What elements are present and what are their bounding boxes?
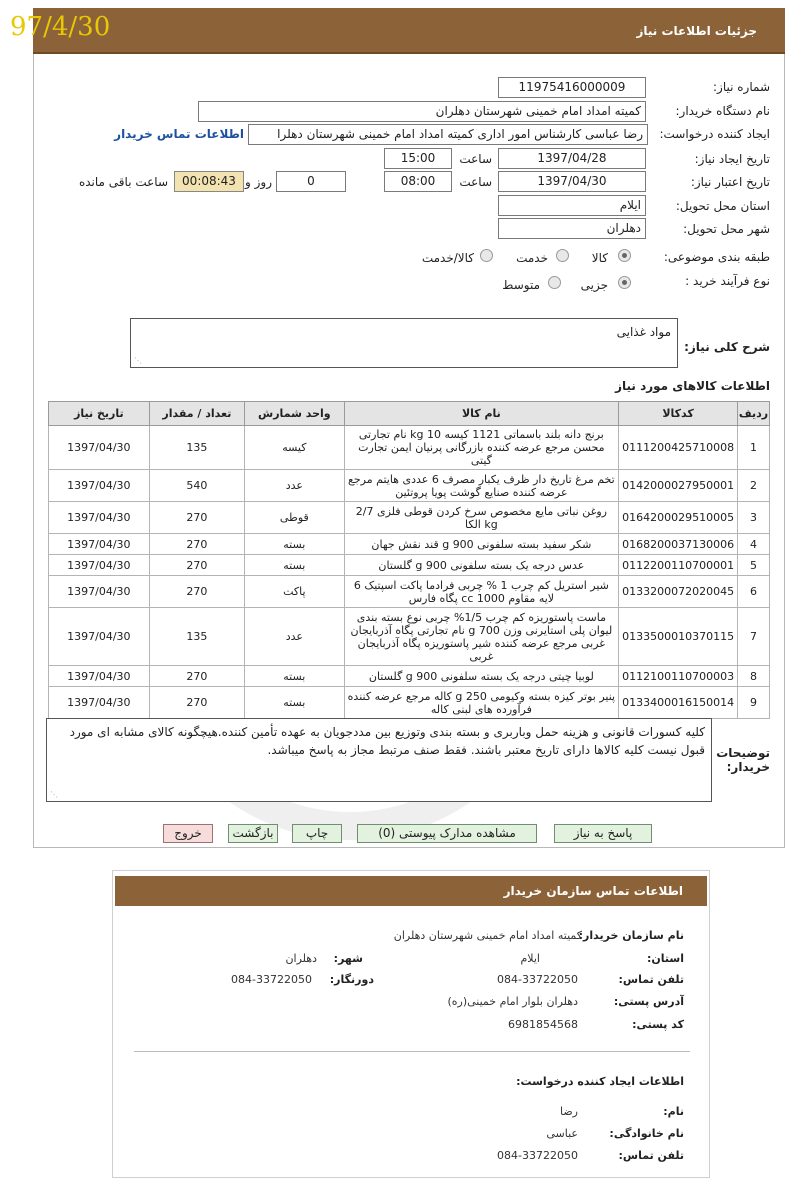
- contact-postal-label: کد پستی:: [632, 1018, 684, 1031]
- item-name: شیر استریل کم چرب 1 % چربی فرادما پاکت اسپتیک 6 لایه مقاوم cc 1000 پگاه فارس: [344, 576, 618, 608]
- city-field: دهلران: [498, 218, 646, 239]
- item-date: 1397/04/30: [49, 470, 150, 502]
- items-header-row: [49, 402, 770, 426]
- back-button[interactable]: بازگشت: [228, 824, 278, 843]
- item-qty: 135: [149, 608, 244, 666]
- item-unit: قوطی: [245, 502, 345, 534]
- contact-province-value: ایلام: [520, 952, 540, 965]
- purchase-option-minor: جزیی: [580, 278, 608, 292]
- contact-phone-value: 084-33722050: [497, 973, 578, 986]
- item-code: 0164200029510005: [619, 502, 738, 534]
- col-row: ردیف: [738, 402, 770, 426]
- item-qty: 270: [149, 666, 244, 687]
- contact-city-label: شهر:: [333, 952, 363, 965]
- city-label: شهر محل تحویل:: [683, 222, 770, 236]
- category-label: طبقه بندی موضوعی:: [663, 250, 770, 264]
- need-number-field: 11975416000009: [498, 77, 646, 98]
- item-qty: 540: [149, 470, 244, 502]
- col-date: تاریخ نیاز: [49, 402, 150, 426]
- contact-title: اطلاعات تماس سازمان خریدار: [503, 884, 683, 898]
- contact-phone-label: تلفن تماس:: [618, 973, 684, 986]
- item-date: 1397/04/30: [49, 576, 150, 608]
- category-option-service: خدمت: [516, 251, 548, 265]
- row-number: 1: [738, 426, 770, 470]
- category-radio-service[interactable]: [556, 249, 569, 262]
- creator-title: اطلاعات ایجاد کننده درخواست:: [516, 1075, 684, 1088]
- category-option-goods: کالا: [591, 251, 608, 265]
- summary-label: شرح کلی نیاز:: [684, 340, 770, 354]
- buyer-notes-label: توضیحات خریدار:: [716, 746, 770, 774]
- requester-field: رضا عباسی کارشناس امور اداری کمیته امداد امام خمینی شهرستان دهلرا: [248, 124, 648, 145]
- item-code: 0112200110700001: [619, 555, 738, 576]
- need-number-label: شماره نیاز:: [713, 80, 770, 94]
- table-row: [49, 576, 770, 608]
- remaining-label: ساعت باقی مانده: [78, 175, 168, 189]
- row-number: 4: [738, 534, 770, 555]
- item-name: برنج دانه بلند باسماتی 1121 کیسه 10 kg نام تجارتی محسن مرجع عرضه کننده بازرگانی پرنیان ایمن تجارت گیتی: [344, 426, 618, 470]
- contact-province-label: استان:: [647, 952, 684, 965]
- table-row: [49, 502, 770, 534]
- remaining-time-field: 00:08:43: [174, 171, 244, 192]
- province-field: ایلام: [498, 195, 646, 216]
- col-unit: واحد شمارش: [245, 402, 345, 426]
- created-time-field: 15:00: [384, 148, 452, 169]
- summary-text: مواد غذایی: [616, 325, 671, 339]
- reply-button[interactable]: پاسخ به نیاز: [554, 824, 652, 843]
- item-code: 0142000027950001: [619, 470, 738, 502]
- page-header: [33, 8, 785, 54]
- valid-date-label: تاریخ اعتبار نیاز:: [690, 175, 770, 189]
- item-date: 1397/04/30: [49, 534, 150, 555]
- contact-fax-label: دورنگار:: [329, 973, 374, 986]
- purchase-radio-minor[interactable]: [618, 276, 631, 289]
- item-name: روغن نباتی مایع مخصوص سرخ کردن قوطی فلزی 2/7 kg الکا: [344, 502, 618, 534]
- item-unit: بسته: [245, 555, 345, 576]
- buyer-org-field: کمیته امداد امام خمینی شهرستان دهلران: [198, 101, 646, 122]
- table-row: [49, 534, 770, 555]
- item-unit: پاکت: [245, 576, 345, 608]
- items-table: [48, 401, 770, 719]
- items-section-title: اطلاعات کالاهای مورد نیاز: [615, 379, 770, 393]
- item-code: 0133200072020045: [619, 576, 738, 608]
- row-number: 9: [738, 687, 770, 719]
- item-unit: بسته: [245, 666, 345, 687]
- item-unit: بسته: [245, 687, 345, 719]
- creator-phone-value: 084-33722050: [497, 1149, 578, 1162]
- contact-address-value: دهلران بلوار امام خمینی(ره): [447, 995, 578, 1008]
- item-code: 0133500010370115: [619, 608, 738, 666]
- item-code: 0168200037130006: [619, 534, 738, 555]
- col-code: کدکالا: [619, 402, 738, 426]
- creator-first-label: نام:: [663, 1105, 684, 1118]
- item-name: ماست پاستوریزه کم چرب 1/5% چربی نوع بسته بندی لیوان پلی استایرنی وزن 700 g نام تجارتی پگاه آذربایجان غربی مرجع عرضه کننده شیر پاستوریزه پگاه آذربایجان غربی: [344, 608, 618, 666]
- created-date-label: تاریخ ایجاد نیاز:: [694, 152, 770, 166]
- resize-grip-icon[interactable]: ⋰: [134, 356, 142, 365]
- item-name: پنیر بوتر کیزه بسته وکیومی 250 g کاله مرجع عرضه کننده فرآورده های لبنی کاله: [344, 687, 618, 719]
- print-button[interactable]: چاپ: [292, 824, 342, 843]
- creator-first-value: رضا: [559, 1105, 578, 1118]
- buyer-notes-textarea[interactable]: [46, 718, 712, 802]
- date-stamp: 97/4/30: [10, 12, 111, 42]
- item-code: 0133400016150014: [619, 687, 738, 719]
- contact-header: [115, 876, 707, 906]
- item-date: 1397/04/30: [49, 687, 150, 719]
- item-qty: 270: [149, 534, 244, 555]
- item-date: 1397/04/30: [49, 555, 150, 576]
- page-title: جزئیات اطلاعات نیاز: [636, 24, 757, 38]
- table-row: [49, 608, 770, 666]
- item-date: 1397/04/30: [49, 502, 150, 534]
- item-unit: کیسه: [245, 426, 345, 470]
- valid-time-label: ساعت: [459, 175, 492, 189]
- purchase-option-medium: متوسط: [502, 278, 540, 292]
- col-name: نام کالا: [344, 402, 618, 426]
- resize-grip-icon[interactable]: ⋰: [50, 790, 58, 799]
- item-date: 1397/04/30: [49, 426, 150, 470]
- item-code: 0111200425710008: [619, 426, 738, 470]
- exit-button[interactable]: خروج: [163, 824, 213, 843]
- creator-last-value: عباسی: [546, 1127, 578, 1140]
- table-row: [49, 555, 770, 576]
- contact-org-value: کمیته امداد امام خمینی شهرستان دهلران: [393, 929, 582, 942]
- row-number: 7: [738, 608, 770, 666]
- category-option-both: کالا/خدمت: [421, 251, 474, 265]
- row-number: 6: [738, 576, 770, 608]
- created-time-label: ساعت: [459, 152, 492, 166]
- item-unit: عدد: [245, 470, 345, 502]
- table-row: [49, 470, 770, 502]
- summary-textarea[interactable]: [130, 318, 678, 368]
- row-number: 8: [738, 666, 770, 687]
- category-radio-goods[interactable]: [618, 249, 631, 262]
- item-name: عدس درجه یک بسته سلفونی 900 g گلستان: [344, 555, 618, 576]
- table-row: [49, 666, 770, 687]
- province-label: استان محل تحویل:: [675, 199, 770, 213]
- remaining-days-field: 0: [276, 171, 346, 192]
- item-unit: بسته: [245, 534, 345, 555]
- created-date-field: 1397/04/28: [498, 148, 646, 169]
- buyer-org-label: نام دستگاه خریدار:: [675, 104, 770, 118]
- contact-postal-value: 6981854568: [508, 1018, 578, 1031]
- item-code: 0112100110700003: [619, 666, 738, 687]
- requester-label: ایجاد کننده درخواست:: [659, 127, 770, 141]
- purchase-type-label: نوع فرآیند خرید :: [685, 274, 770, 288]
- attachments-button[interactable]: مشاهده مدارک پیوستی (0): [357, 824, 537, 843]
- valid-date-field: 1397/04/30: [498, 171, 646, 192]
- table-row: [49, 687, 770, 719]
- row-number: 2: [738, 470, 770, 502]
- item-qty: 270: [149, 687, 244, 719]
- item-date: 1397/04/30: [49, 666, 150, 687]
- table-row: [49, 426, 770, 470]
- buyer-notes-text: کلیه کسورات قانونی و هزینه حمل وباربری و بسته بندی وتوزیع بین مددجویان به عهده تأمین کننده.هیچگونه کالای مشابه ای مورد قبول نیست کلیه کالاها دارای تاریخ معتبر باشند. فقط صنف مرتبط مجاز به پاسخ میباشد.: [69, 725, 705, 757]
- contact-org-label: نام سازمان خریدار:: [578, 929, 684, 942]
- valid-time-field: 08:00: [384, 171, 452, 192]
- contact-city-value: دهلران: [285, 952, 317, 965]
- creator-last-label: نام خانوادگی:: [609, 1127, 684, 1140]
- creator-phone-label: تلفن تماس:: [618, 1149, 684, 1162]
- item-name: شکر سفید بسته سلفونی 900 g قند نقش جهان: [344, 534, 618, 555]
- item-qty: 270: [149, 502, 244, 534]
- item-qty: 270: [149, 555, 244, 576]
- item-qty: 135: [149, 426, 244, 470]
- row-number: 5: [738, 555, 770, 576]
- category-radio-both[interactable]: [480, 249, 493, 262]
- contact-fax-value: 084-33722050: [231, 973, 312, 986]
- days-label: روز و: [245, 175, 272, 189]
- contact-address-label: آدرس پستی:: [613, 995, 684, 1008]
- col-qty: تعداد / مقدار: [149, 402, 244, 426]
- item-unit: عدد: [245, 608, 345, 666]
- row-number: 3: [738, 502, 770, 534]
- contact-divider: [134, 1051, 690, 1052]
- purchase-radio-medium[interactable]: [548, 276, 561, 289]
- buyer-contact-link[interactable]: اطلاعات تماس خریدار: [114, 127, 244, 141]
- item-date: 1397/04/30: [49, 608, 150, 666]
- item-name: تخم مرغ تاریخ دار ظرف یکبار مصرف 6 عددی هایتم مرجع عرضه کننده صنایع گوشت پویا پروتئین: [344, 470, 618, 502]
- item-name: لوبیا چیتی درجه یک بسته سلفونی 900 g گلستان: [344, 666, 618, 687]
- item-qty: 270: [149, 576, 244, 608]
